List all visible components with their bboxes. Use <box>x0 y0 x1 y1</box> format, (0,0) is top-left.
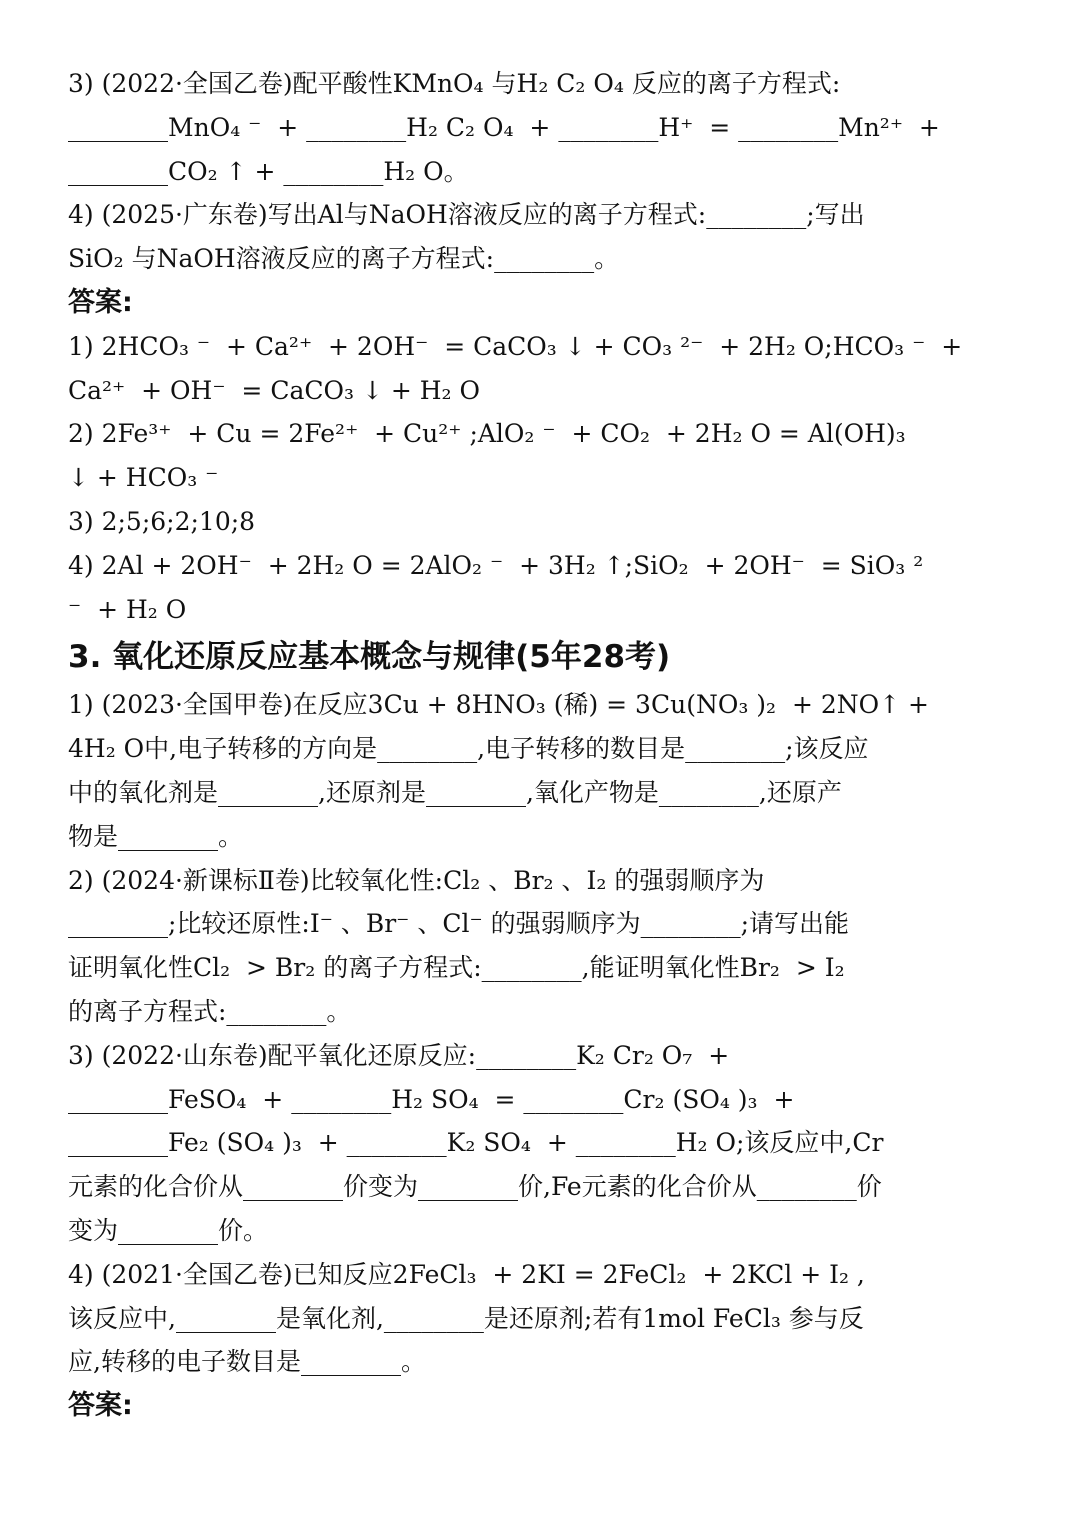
s3-q3-line-4: 元素的化合价从________价变为________价,Fe元素的化合价从________价 <box>68 1172 882 1202</box>
answer-2-line-1: 2) 2Fe³⁺ + Cu = 2Fe²⁺ + Cu²⁺ ;AlO₂ ⁻ + CO₂ + 2H₂ O = Al(OH)₃ <box>68 419 906 449</box>
q3-2022-yi-title: 3) (2022·全国乙卷)配平酸性KMnO₄ 与H₂ C₂ O₄ 反应的离子方程式: <box>68 69 841 98</box>
answer-3: 3) 2;5;6;2;10;8 <box>68 506 256 536</box>
q4-2025-guangdong-line-2: SiO₂ 与NaOH溶液反应的离子方程式:________。 <box>68 244 620 274</box>
answer-heading-2: 答案: <box>68 1390 133 1422</box>
s3-q2-line-3: 证明氧化性Cl₂ > Br₂ 的离子方程式:________,能证明氧化性Br₂ > I₂ <box>68 953 845 983</box>
answer-heading-1: 答案: <box>68 286 133 318</box>
s3-q4-line-3: 应,转移的电子数目是________。 <box>68 1347 426 1377</box>
answer-1-line-1: 1) 2HCO₃ ⁻ + Ca²⁺ + 2OH⁻ = CaCO₃ ↓ + CO₃ ²⁻ + 2H₂ O;HCO₃ ⁻ + <box>68 331 963 361</box>
q3-equation-line-1: ________MnO₄ ⁻ + ________H₂ C₂ O₄ + ________H⁺ = ________Mn²⁺ + <box>68 112 940 142</box>
section-3-heading: 3. 氧化还原反应基本概念与规律(5年28考) <box>68 639 671 676</box>
s3-q1-line-4: 物是________。 <box>68 821 244 851</box>
s3-q1-line-1: 1) (2023·全国甲卷)在反应3Cu + 8HNO₃ (稀) = 3Cu(NO₃ )₂ + 2NO↑ + <box>68 690 929 720</box>
s3-q4-line-1: 4) (2021·全国乙卷)已知反应2FeCl₃ + 2KI = 2FeCl₂ + 2KCl + I₂ , <box>68 1259 865 1289</box>
s3-q2-line-4: 的离子方程式:________。 <box>68 996 352 1026</box>
answer-1-line-2: Ca²⁺ + OH⁻ = CaCO₃ ↓ + H₂ O <box>68 375 480 405</box>
s3-q2-line-2: ________;比较还原性:I⁻ 、Br⁻ 、Cl⁻ 的强弱顺序为________;请写出能 <box>68 909 850 939</box>
s3-q3-line-3: ________Fe₂ (SO₄ )₃ + ________K₂ SO₄ + ________H₂ O;该反应中,Cr <box>68 1128 884 1158</box>
q4-2025-guangdong-line-1: 4) (2025·广东卷)写出Al与NaOH溶液反应的离子方程式:________;写出 <box>68 200 865 230</box>
s3-q4-line-2: 该反应中,________是氧化剂,________是还原剂;若有1mol FeCl₃ 参与反 <box>68 1303 864 1333</box>
s3-q3-line-5: 变为________价。 <box>68 1215 269 1245</box>
s3-q1-line-2: 4H₂ O中,电子转移的方向是________,电子转移的数目是________;该反应 <box>68 734 869 764</box>
answer-4-line-1: 4) 2Al + 2OH⁻ + 2H₂ O = 2AlO₂ ⁻ + 3H₂ ↑;SiO₂ + 2OH⁻ = SiO₃ ² <box>68 550 924 580</box>
answer-2-line-2: ↓ + HCO₃ ⁻ <box>68 463 219 493</box>
s3-q1-line-3: 中的氧化剂是________,还原剂是________,氧化产物是________,还原产 <box>68 777 842 807</box>
answer-4-line-2: ⁻ + H₂ O <box>68 594 187 624</box>
s3-q3-line-1: 3) (2022·山东卷)配平氧化还原反应:________K₂ Cr₂ O₇ + <box>68 1040 730 1070</box>
s3-q2-line-1: 2) (2024·新课标Ⅱ卷)比较氧化性:Cl₂ 、Br₂ 、I₂ 的强弱顺序为 <box>68 865 765 895</box>
q3-equation-line-2: ________CO₂ ↑ + ________H₂ O。 <box>68 156 469 186</box>
s3-q3-line-2: ________FeSO₄ + ________H₂ SO₄ = ________Cr₂ (SO₄ )₃ + <box>68 1084 795 1114</box>
